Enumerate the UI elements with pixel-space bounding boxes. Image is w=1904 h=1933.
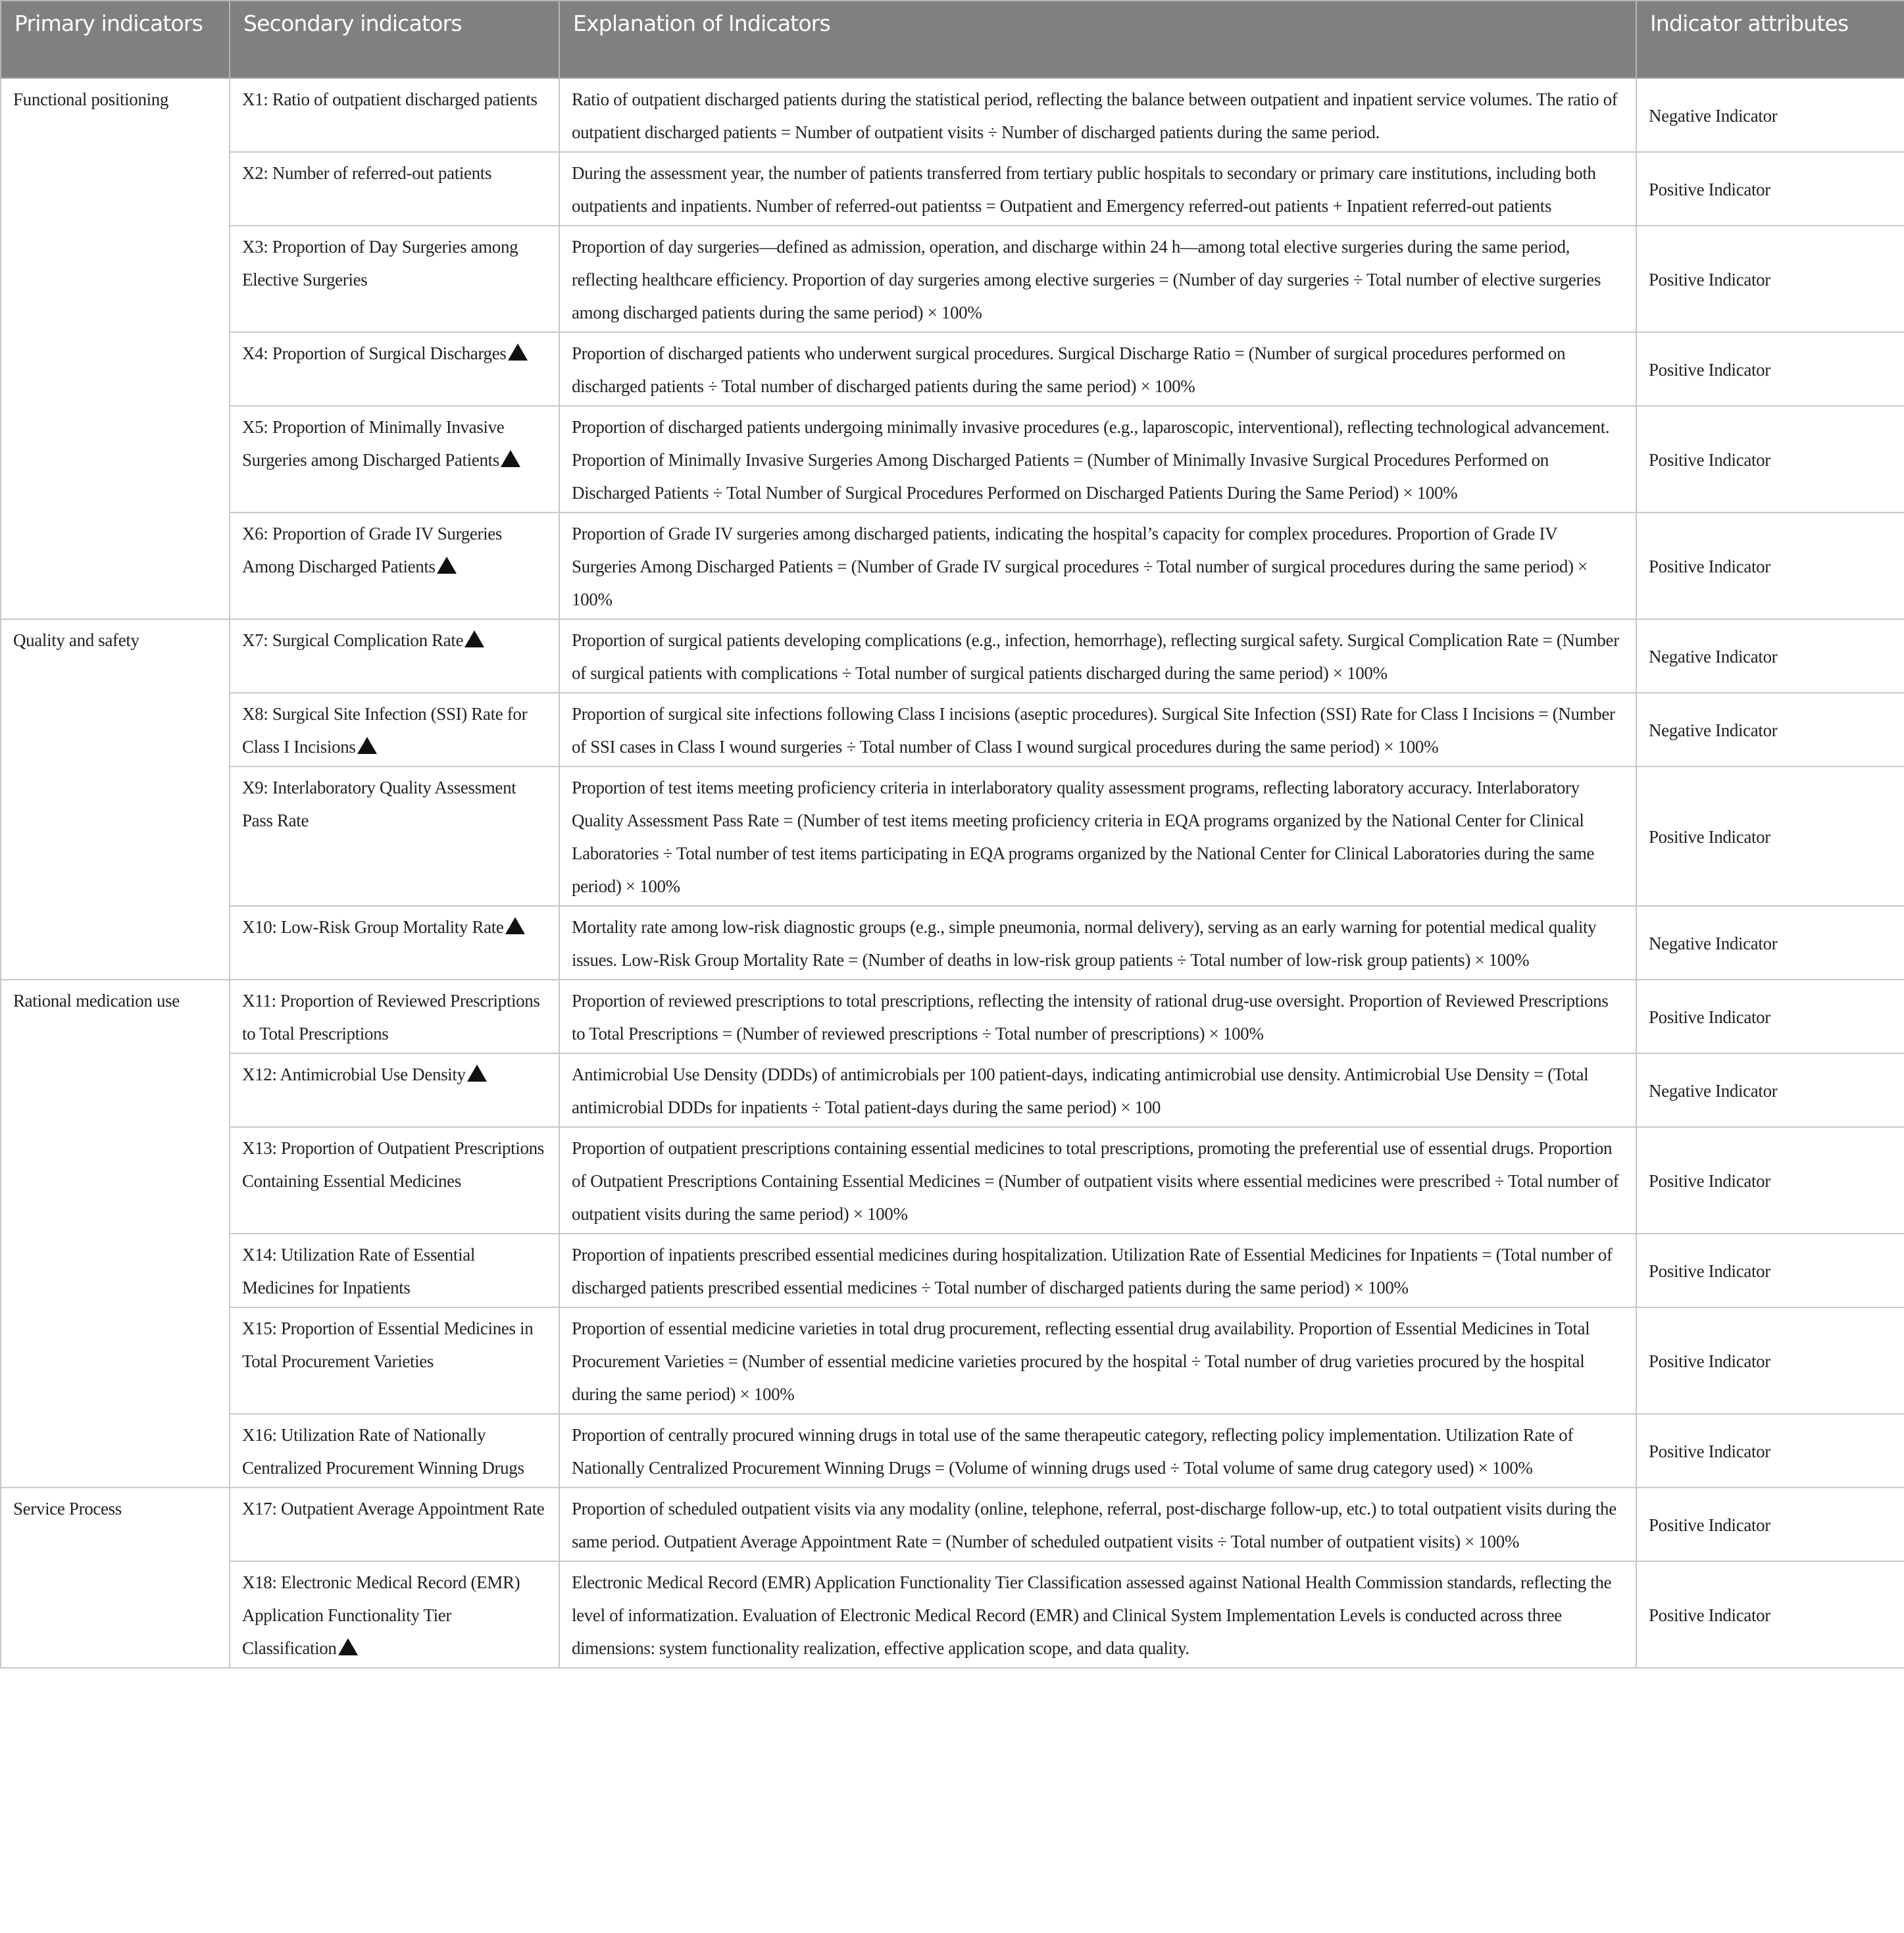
table-row: [1, 693, 1904, 766]
explanation-cell: Antimicrobial Use Density (DDDs) of antimicrobials per 100 patient-days, indicating antimicrobial use density. Antimicrobial Use Density = (Total antimicrobial DDDs for inpatients ÷ Total patient-days during the same period) × 100: [559, 1053, 1636, 1127]
explanation-cell: Proportion of test items meeting proficiency criteria in interlaboratory quality assessment programs, reflecting laboratory accuracy. Interlaboratory Quality Assessment Pass Rate = (Number of test items meeting proficiency criteria in EQA programs organized by the National Center for Clinical Laboratories ÷ Total number of test items participating in EQA programs organized by the National Center for Clinical Laboratories during the same period) × 100%: [559, 766, 1636, 906]
secondary-indicator-cell: [230, 513, 559, 619]
triangle-marker-icon: [357, 737, 377, 754]
explanation-cell: Proportion of surgical patients developing complications (e.g., infection, hemorrhage), reflecting surgical safety. Surgical Complication Rate = (Number of surgical patients with complications ÷ Total number of surgical patients discharged during the same period) × 100%: [559, 619, 1636, 693]
header-indicator-attributes: Indicator attributes: [1636, 1, 1904, 78]
secondary-indicator-cell: [230, 1307, 559, 1414]
triangle-marker-icon: [338, 1638, 358, 1655]
attribute-cell: Positive Indicator: [1636, 980, 1904, 1053]
secondary-indicator-text: X11: Proportion of Reviewed Prescriptions to Total Prescriptions: [242, 991, 540, 1043]
explanation-cell: Mortality rate among low-risk diagnostic groups (e.g., simple pneumonia, normal delivery), serving as an early warning for potential medical quality issues. Low-Risk Group Mortality Rate = (Number of deaths in low-risk group patients ÷ Total number of low-risk group patients) × 100%: [559, 906, 1636, 980]
attribute-cell: Negative Indicator: [1636, 906, 1904, 980]
explanation-cell: Proportion of discharged patients undergoing minimally invasive procedures (e.g., laparoscopic, interventional), reflecting technological advancement. Proportion of Minimally Invasive Surgeries Among Discharged Patients = (Number of Minimally Invasive Surgical Procedures Performed on Discharged Patients ÷ Total Number of Surgical Procedures Performed on Discharged Patients During the Same Period) × 100%: [559, 406, 1636, 513]
secondary-indicator-text: X5: Proportion of Minimally Invasive Surgeries among Discharged Patients: [242, 417, 505, 470]
explanation-cell: Proportion of reviewed prescriptions to total prescriptions, reflecting the intensity of rational drug-use oversight. Proportion of Reviewed Prescriptions to Total Prescriptions = (Number of reviewed prescriptions ÷ Total number of prescriptions) × 100%: [559, 980, 1636, 1053]
explanation-cell: Proportion of Grade IV surgeries among discharged patients, indicating the hospital’s capacity for complex procedures. Proportion of Grade IV Surgeries Among Discharged Patients = (Number of Grade IV surgical procedures ÷ Total number of surgical procedures during the same period) × 100%: [559, 513, 1636, 619]
table-row: [1, 513, 1904, 619]
primary-indicator-cell: Quality and safety: [1, 619, 230, 980]
attribute-cell: Positive Indicator: [1636, 1307, 1904, 1414]
secondary-indicator-text: X13: Proportion of Outpatient Prescriptions Containing Essential Medicines: [242, 1138, 544, 1191]
secondary-indicator-cell: [230, 906, 559, 980]
attribute-cell: Negative Indicator: [1636, 619, 1904, 693]
secondary-indicator-text: X4: Proportion of Surgical Discharges: [242, 343, 507, 363]
secondary-indicator-cell: [230, 332, 559, 406]
primary-indicator-cell: Functional positioning: [1, 78, 230, 619]
primary-indicator-cell: Rational medication use: [1, 980, 230, 1488]
table-row: [1, 1561, 1904, 1668]
triangle-marker-icon: [505, 917, 525, 934]
table-row: [1, 406, 1904, 513]
secondary-indicator-cell: [230, 1561, 559, 1668]
secondary-indicator-cell: [230, 1488, 559, 1561]
triangle-marker-icon: [508, 343, 528, 361]
table-row: [1, 1488, 1904, 1561]
explanation-cell: Proportion of centrally procured winning drugs in total use of the same therapeutic category, reflecting policy implementation. Utilization Rate of Nationally Centralized Procurement Winning Drugs = (Volume of winning drugs used ÷ Total volume of same drug category used) × 100%: [559, 1414, 1636, 1488]
secondary-indicator-text: X18: Electronic Medical Record (EMR) Application Functionality Tier Classification: [242, 1572, 520, 1658]
secondary-indicator-text: X2: Number of referred-out patients: [242, 163, 492, 183]
explanation-cell: Proportion of day surgeries—defined as admission, operation, and discharge within 24 h—among total elective surgeries during the same period, reflecting healthcare efficiency. Proportion of day surgeries among elective surgeries = (Number of day surgeries ÷ Total number of elective surgeries among discharged patients during the same period) × 100%: [559, 226, 1636, 332]
explanation-cell: Proportion of essential medicine varieties in total drug procurement, reflecting essential drug availability. Proportion of Essential Medicines in Total Procurement Varieties = (Number of essential medicine varieties procured by the hospital ÷ Total number of drug varieties procured by the hospital during the same period) × 100%: [559, 1307, 1636, 1414]
table-body: [1, 78, 1904, 1668]
attribute-cell: Positive Indicator: [1636, 1414, 1904, 1488]
triangle-marker-icon: [501, 450, 520, 467]
explanation-cell: Proportion of surgical site infections following Class I incisions (aseptic procedures). Surgical Site Infection (SSI) Rate for Class I Incisions = (Number of SSI cases in Class I wound surgeries ÷ Total number of Class I wound surgical procedures during the same period) × 100%: [559, 693, 1636, 766]
triangle-marker-icon: [437, 557, 457, 574]
secondary-indicator-text: X17: Outpatient Average Appointment Rate: [242, 1499, 545, 1519]
explanation-cell: Proportion of discharged patients who underwent surgical procedures. Surgical Discharge Ratio = (Number of surgical procedures performed on discharged patients ÷ Total number of discharged patients during the same period) × 100%: [559, 332, 1636, 406]
attribute-cell: Positive Indicator: [1636, 332, 1904, 406]
table-row: [1, 1053, 1904, 1127]
explanation-cell: Proportion of scheduled outpatient visits via any modality (online, telephone, referral, post-discharge follow-up, etc.) to total outpatient visits during the same period. Outpatient Average Appointment Rate = (Number of scheduled outpatient visits ÷ Total number of outpatient visits) × 100%: [559, 1488, 1636, 1561]
triangle-marker-icon: [467, 1065, 487, 1082]
attribute-cell: Positive Indicator: [1636, 1234, 1904, 1307]
table-row: [1, 1234, 1904, 1307]
attribute-cell: Positive Indicator: [1636, 406, 1904, 513]
secondary-indicator-cell: [230, 152, 559, 226]
secondary-indicator-cell: [230, 1414, 559, 1488]
explanation-cell: Proportion of outpatient prescriptions containing essential medicines to total prescriptions, promoting the preferential use of essential drugs. Proportion of Outpatient Prescriptions Containing Essential Medicines = (Number of outpatient visits where essential medicines were prescribed ÷ Total number of outpatient visits during the same period) × 100%: [559, 1127, 1636, 1234]
secondary-indicator-text: X7: Surgical Complication Rate: [242, 630, 464, 650]
secondary-indicator-text: X3: Proportion of Day Surgeries among Elective Surgeries: [242, 237, 518, 289]
secondary-indicator-text: X12: Antimicrobial Use Density: [242, 1065, 466, 1084]
secondary-indicator-text: X9: Interlaboratory Quality Assessment Pass Rate: [242, 778, 516, 830]
attribute-cell: Positive Indicator: [1636, 766, 1904, 906]
table-row: [1, 619, 1904, 693]
secondary-indicator-cell: [230, 766, 559, 906]
explanation-cell: During the assessment year, the number of patients transferred from tertiary public hospitals to secondary or primary care institutions, including both outpatients and inpatients. Number of referred-out patientss = Outpatient and Emergency referred-out patients + Inpatient referred-out patients: [559, 152, 1636, 226]
secondary-indicator-cell: [230, 78, 559, 152]
secondary-indicator-cell: [230, 980, 559, 1053]
secondary-indicator-text: X1: Ratio of outpatient discharged patients: [242, 89, 538, 109]
secondary-indicator-text: X8: Surgical Site Infection (SSI) Rate for Class I Incisions: [242, 704, 528, 757]
secondary-indicator-cell: [230, 1127, 559, 1234]
table-row: [1, 226, 1904, 332]
header-secondary-indicators: Secondary indicators: [230, 1, 559, 78]
secondary-indicator-text: X6: Proportion of Grade IV Surgeries Among Discharged Patients: [242, 524, 503, 576]
explanation-cell: Electronic Medical Record (EMR) Application Functionality Tier Classification assessed against National Health Commission standards, reflecting the level of informatization. Evaluation of Electronic Medical Record (EMR) and Clinical System Implementation Levels is conducted across three dimensions: system functionality realization, effective application scope, and data quality.: [559, 1561, 1636, 1668]
header-primary-indicators: Primary indicators: [1, 1, 230, 78]
attribute-cell: Negative Indicator: [1636, 1053, 1904, 1127]
secondary-indicator-cell: [230, 619, 559, 693]
secondary-indicator-cell: [230, 1053, 559, 1127]
attribute-cell: Negative Indicator: [1636, 78, 1904, 152]
attribute-cell: Negative Indicator: [1636, 693, 1904, 766]
secondary-indicator-text: X15: Proportion of Essential Medicines in Total Procurement Varieties: [242, 1318, 534, 1371]
table-row: [1, 78, 1904, 152]
attribute-cell: Positive Indicator: [1636, 1561, 1904, 1668]
secondary-indicator-text: X10: Low-Risk Group Mortality Rate: [242, 917, 504, 937]
table-row: [1, 152, 1904, 226]
secondary-indicator-cell: [230, 406, 559, 513]
triangle-marker-icon: [464, 630, 484, 647]
secondary-indicator-cell: [230, 226, 559, 332]
table-row: [1, 1414, 1904, 1488]
secondary-indicator-cell: [230, 693, 559, 766]
attribute-cell: Positive Indicator: [1636, 152, 1904, 226]
primary-indicator-cell: Service Process: [1, 1488, 230, 1668]
table-row: [1, 906, 1904, 980]
explanation-cell: Ratio of outpatient discharged patients during the statistical period, reflecting the balance between outpatient and inpatient service volumes. The ratio of outpatient discharged patients = Number of outpatient visits ÷ Number of discharged patients during the same period.: [559, 78, 1636, 152]
attribute-cell: Positive Indicator: [1636, 226, 1904, 332]
table-row: [1, 1127, 1904, 1234]
secondary-indicator-text: X16: Utilization Rate of Nationally Centralized Procurement Winning Drugs: [242, 1425, 524, 1478]
table-header: [1, 1, 1904, 78]
secondary-indicator-text: X14: Utilization Rate of Essential Medicines for Inpatients: [242, 1245, 476, 1297]
attribute-cell: Positive Indicator: [1636, 1127, 1904, 1234]
attribute-cell: Positive Indicator: [1636, 1488, 1904, 1561]
header-row: [1, 1, 1904, 78]
explanation-cell: Proportion of inpatients prescribed essential medicines during hospitalization. Utilization Rate of Essential Medicines for Inpatients = (Total number of discharged patients prescribed essential medicines ÷ Total number of discharged patients during the same period) × 100%: [559, 1234, 1636, 1307]
table-row: [1, 332, 1904, 406]
table-row: [1, 1307, 1904, 1414]
header-explanation: Explanation of Indicators: [559, 1, 1636, 78]
table-row: [1, 980, 1904, 1053]
attribute-cell: Positive Indicator: [1636, 513, 1904, 619]
secondary-indicator-cell: [230, 1234, 559, 1307]
table-row: [1, 766, 1904, 906]
